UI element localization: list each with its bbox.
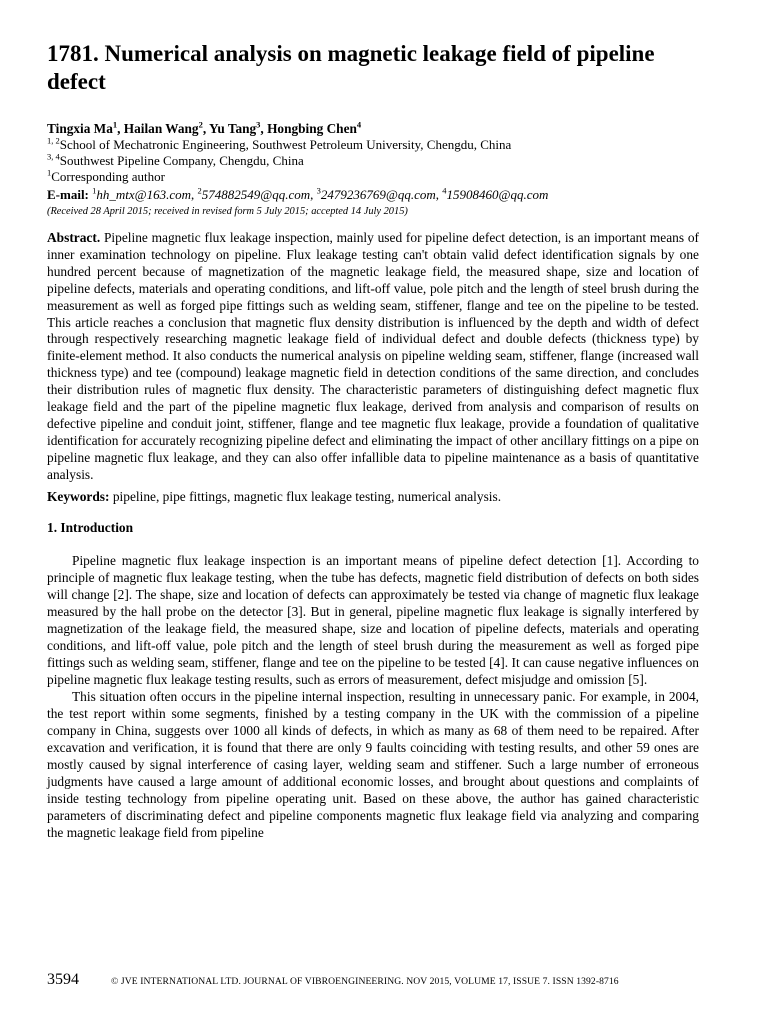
abstract-text: Pipeline magnetic flux leakage inspection, mainly used for pipeline defect detection, is an important means of inner examination technology on pipeline. Flux leakage testing can't obtain valid defect identification signals by one hundred percent because of magnetization of the magnetic leakage field, the measured shape, size and location of pipeline defects, materials and operating conditions, and lift-off value, pole pitch and the length of steel brush during the measurement as well as forged pipe fittings such as welding seam, stiffener, flange and tee on the pipeline to be tested. This article reaches a conclusion that magnetic flux density distribution is influenced by the depth and width of defect through respectively researching magnetic leakage field of individual defect and double defects (thickness type) by finite-element method. It also conducts the numerical analysis on pipeline welding seam, stiffener, flange (increased wall thickness type) and tee (compound) leakage magnetic field in detection conditions of the same direction, and concludes their distribution rules of magnetic flux density. The characteristic parameters of distinguishing defect magnetic flux leakage field and the part of the pipeline magnetic flux leakage, derived from analysis and comparison of results on defective pipeline and conduit joint, stiffener, flange and tee magnetic flux leakage, provide a foundation of qualitative identification for accurately recognizing pipeline defect and eliminating the impact of other ancillary fittings on a pipe on pipeline magnetic flux leakage, and they can also offer infallible data to pipeline maintenance as a basis of quantitative analysis. <box>47 230 699 482</box>
abstract-label: Abstract. <box>47 230 101 245</box>
body-paragraph: Pipeline magnetic flux leakage inspection is an important means of pipeline defect detection [1]. According to principle of magnetic flux leakage testing, when the tube has defects, magnetic field distribution of defects on both sides will change [2]. The shape, size and location of defects can approximately be tested via change of magnetic flux leakage measured by the hall probe on the detector [3]. But in general, pipeline magnetic flux leakage is signally interfered by magnetization of the leakage field, the measured shape, size and location of pipeline defects, materials and operating conditions, and lift-off value, pole pitch and the length of steel brush during the measurement as well as forged pipe fittings such as welding seam, stiffener, flange and tee on the pipeline to be tested [4]. It can cause negative influences on pipeline magnetic flux leakage testing results, such as errors of measurement, defect misjudge and omission [5]. <box>47 552 699 687</box>
keywords <box>47 488 699 505</box>
keywords-label: Keywords: <box>47 488 110 504</box>
email-sup: 4 <box>442 185 447 196</box>
email-sup: 3 <box>316 185 321 196</box>
body-paragraph: This situation often occurs in the pipeline internal inspection, resulting in unnecessary panic. For example, in 2004, the test report within some segments, finished by a testing company in the UK with the commission of a pipeline company in China, suggests over 1000 all kinds of defects, in which as many as 68 of them need to be repaired. After excavation and verification, it is found that there are only 9 faults coinciding with testing results, and other 59 ones are mostly caused by signal interference of casing layer, welding seam and stiffener. Such a large number of erroneous judgments have caused a large amount of additional economic losses, and brought about questions and complaints of inside testing technology from pipeline operating unit. Based on these above, the author has gained characteristic parameters of discriminating defect and pipeline components magnetic flux leakage field via analyzing and comparing the magnetic leakage field from pipeline <box>47 688 699 840</box>
affiliation-text: School of Mechatronic Engineering, Southwest Petroleum University, Chengdu, China <box>59 137 512 152</box>
author-sup: 3 <box>256 119 261 130</box>
author-name: Yu Tang <box>208 121 257 136</box>
author-list: Tingxia Ma$^1$, Hailan Wang$^2$, Yu Tang$^3$, Hongbing Chen$^4$ <box>47 119 362 136</box>
email-label: E-mail: <box>47 187 89 202</box>
email-sup: 2 <box>197 185 202 196</box>
author-name: Hailan Wang <box>123 121 199 136</box>
abstract <box>47 230 699 484</box>
email-line: E-mail: $^1$hh_mtx@163.com, $^2$574882549@qq.com, $^3$2479236769@qq.com, $^4$15908460@qq.com <box>47 185 549 202</box>
email-sup: 1 <box>92 185 97 196</box>
affiliation <box>47 137 699 153</box>
affiliation-text: Corresponding author <box>51 169 165 184</box>
author-sup: 4 <box>356 119 362 130</box>
affiliation-sup: 1, 2 <box>47 135 60 146</box>
affiliation <box>47 153 699 169</box>
keywords-text: pipeline, pipe fittings, magnetic flux leakage testing, numerical analysis. <box>112 488 502 504</box>
corresponding-author-note <box>47 169 699 185</box>
email-link[interactable]: 574882549@qq.com <box>201 187 311 202</box>
section-heading: 1. Introduction <box>47 519 134 535</box>
received-dates: (Received 28 April 2015; received in revised form 5 July 2015; accepted 14 July 2015) <box>47 206 408 217</box>
author-sup: 1 <box>112 119 118 130</box>
author-name: Hongbing Chen <box>267 121 357 136</box>
email-link[interactable]: 15908460@qq.com <box>446 187 549 202</box>
author-sup: 2 <box>198 119 203 130</box>
affiliation-sup: 3, 4 <box>47 151 60 162</box>
article <box>47 40 699 841</box>
page-footer <box>47 971 707 991</box>
journal-citation: © JVE INTERNATIONAL LTD. JOURNAL OF VIBROENGINEERING. NOV 2015, VOLUME 17, ISSUE 7. ISSN 1392-8716 <box>111 976 619 987</box>
page-number: 3594 <box>47 971 79 988</box>
email-link[interactable]: 2479236769@qq.com <box>320 187 436 202</box>
article-title: 1781. Numerical analysis on magnetic leakage field of pipeline defect <box>47 41 655 94</box>
affiliation-sup: 1 <box>47 167 52 178</box>
author-name: Tingxia Ma <box>47 121 113 136</box>
email-link[interactable]: hh_mtx@163.com <box>96 187 192 202</box>
affiliation-text: Southwest Pipeline Company, Chengdu, China <box>59 153 304 168</box>
